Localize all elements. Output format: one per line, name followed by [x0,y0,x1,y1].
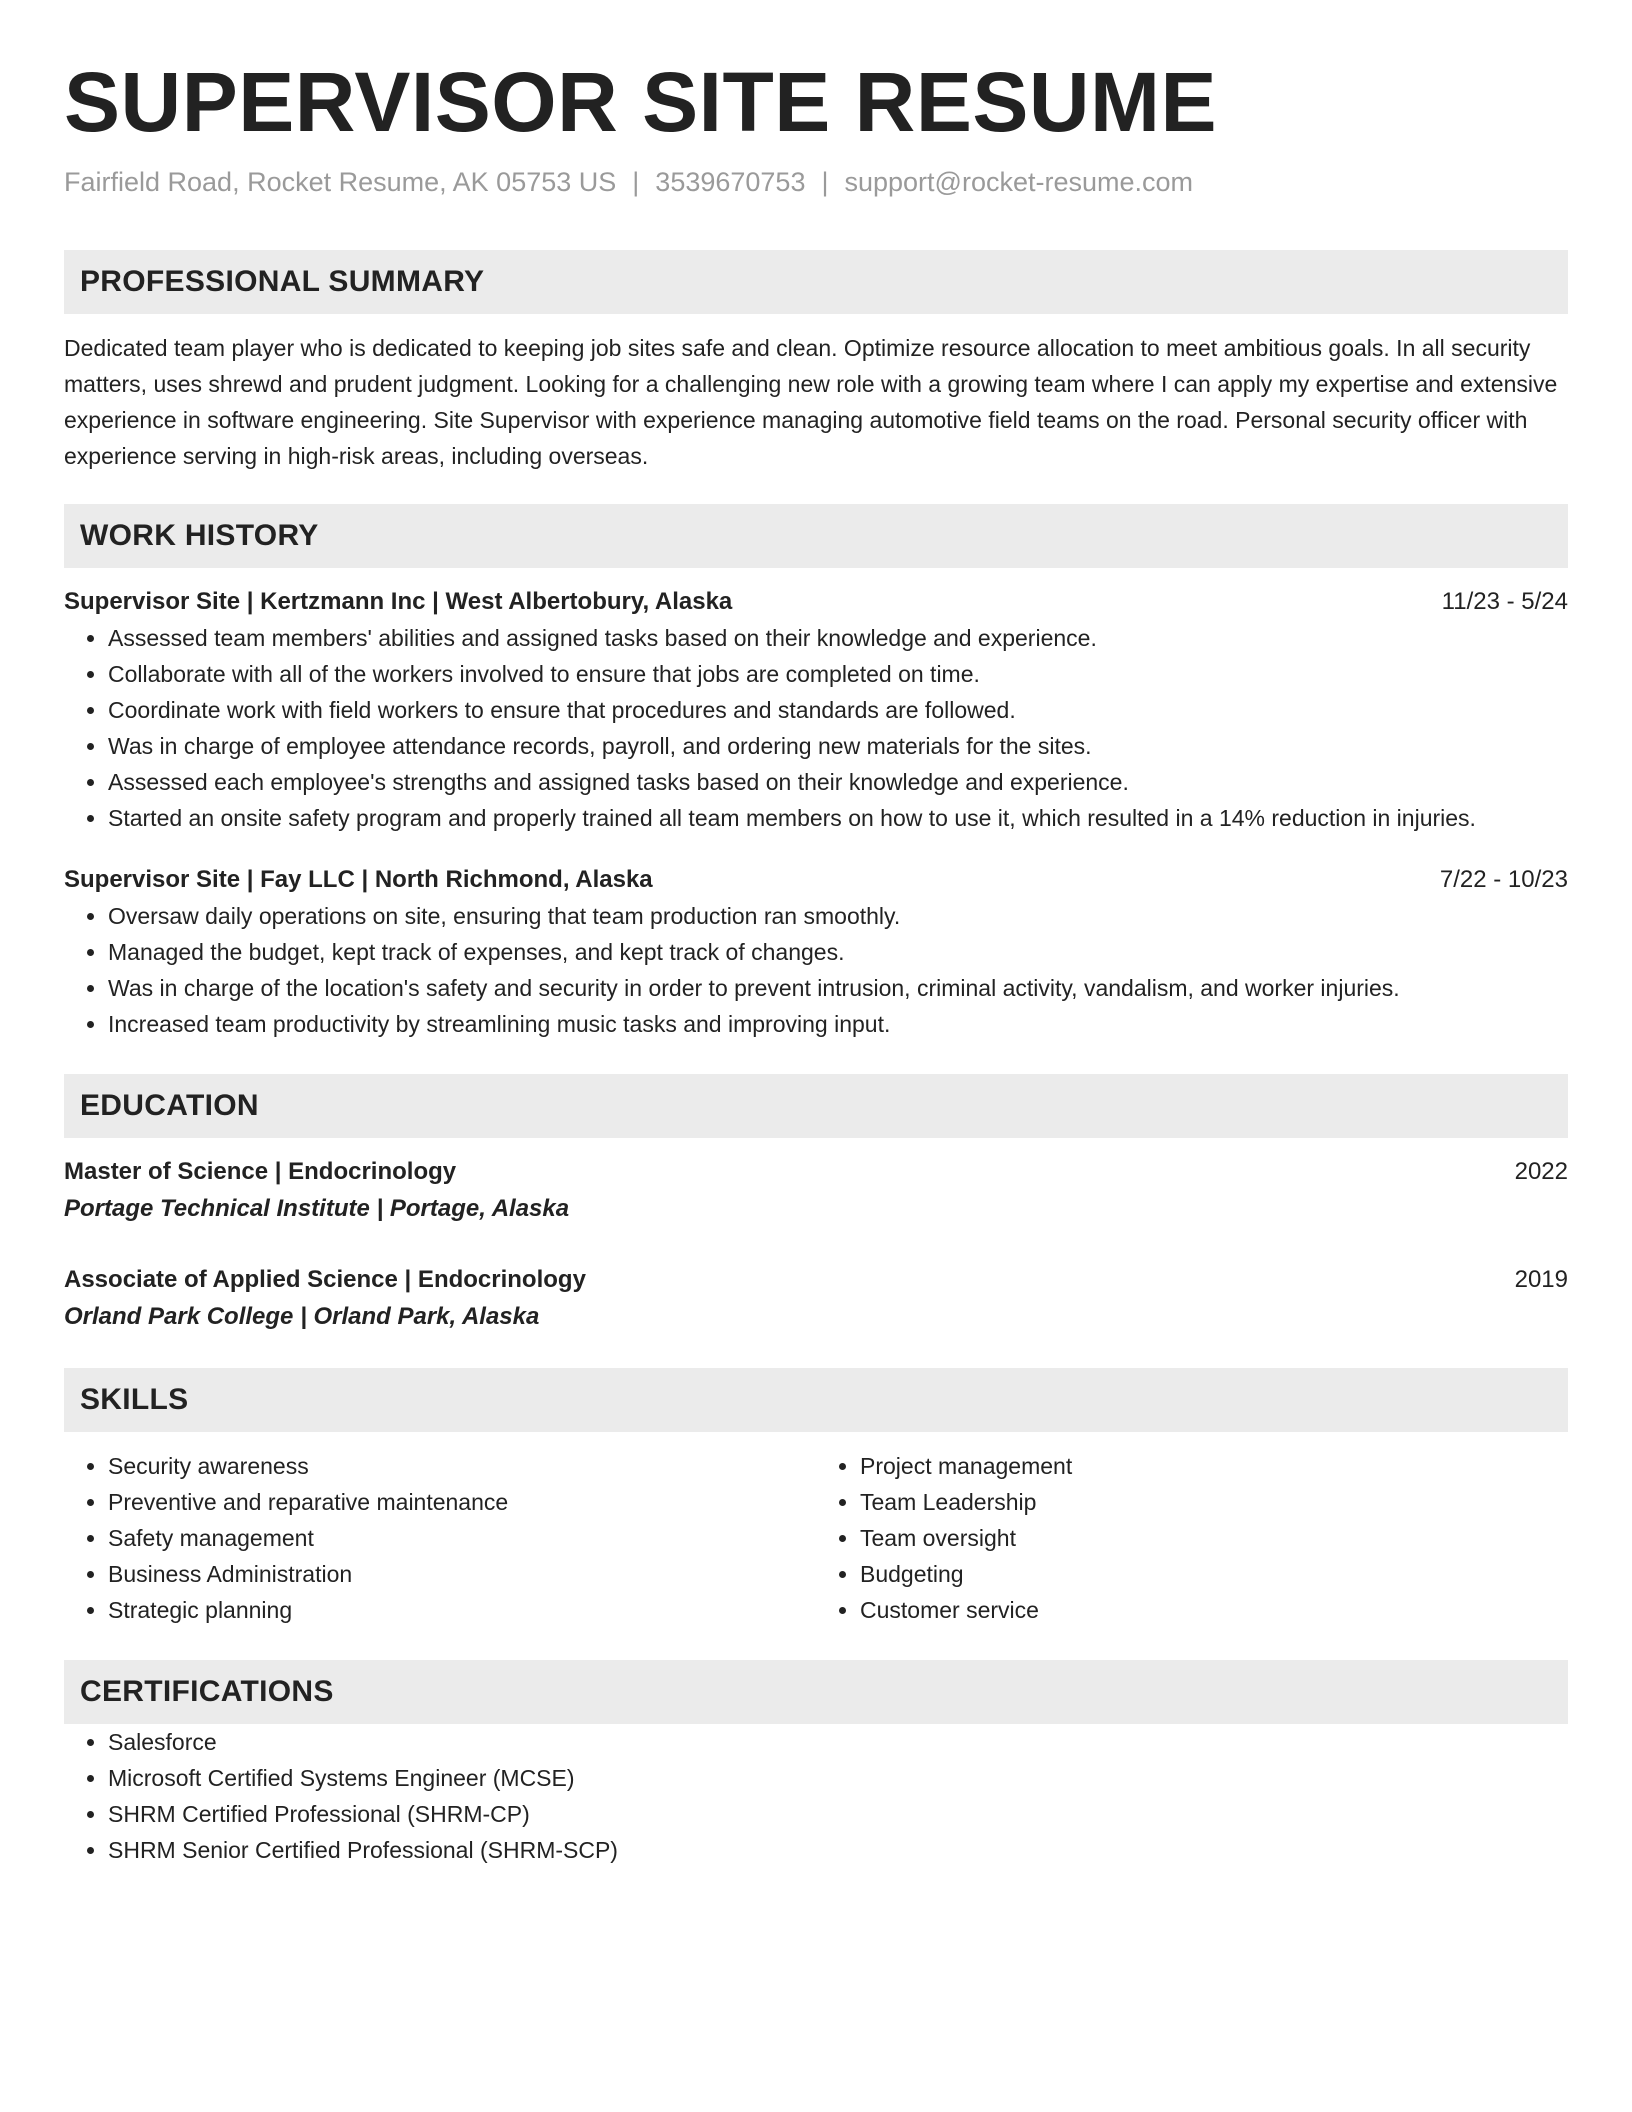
skills-list-left [64,1448,816,1628]
list-item: • Coordinate work with field workers to ensure that procedures and standards are followed. [108,692,1568,728]
certifications-list [64,1724,1568,1868]
section-heading-skills: SKILLS [64,1368,1568,1432]
contact-phone: 3539670753 [655,167,806,197]
list-item: • Managed the budget, kept track of expenses, and kept track of changes. [108,934,1568,970]
list-item: • Was in charge of the location's safety and security in order to prevent intrusion, criminal activity, vandalism, and worker injuries. [108,970,1568,1006]
list-item: • Team Leadership [860,1484,1568,1520]
education-entry-header [64,1154,1568,1190]
list-item: • Preventive and reparative maintenance [108,1484,816,1520]
education-degree: Master of Science | Endocrinology [64,1158,457,1185]
list-item: • SHRM Certified Professional (SHRM-CP) [108,1796,1568,1832]
list-item: • Salesforce [108,1724,1568,1760]
contact-email: support@rocket-resume.com [844,167,1194,197]
list-item: • Business Administration [108,1556,816,1592]
job-dates: 11/23 - 5/24 [1441,588,1568,615]
job-bullet-list [64,898,1568,1042]
list-item: • Team oversight [860,1520,1568,1556]
list-item: • Microsoft Certified Systems Engineer (MCSE) [108,1760,1568,1796]
job-title: Supervisor Site | Kertzmann Inc | West Albertobury, Alaska [64,588,733,615]
education-school: Portage Technical Institute | Portage, Alaska [64,1195,570,1222]
education-entry-header [64,1262,1568,1298]
education-year: 2022 [1514,1158,1568,1185]
list-item: • SHRM Senior Certified Professional (SHRM-SCP) [108,1832,1568,1868]
list-item: • Safety management [108,1520,816,1556]
job-entry-header [64,862,1568,898]
job-dates: 7/22 - 10/23 [1439,866,1568,893]
section-heading-work-history: WORK HISTORY [64,504,1568,568]
job-bullet-list [64,620,1568,836]
list-item: • Assessed each employee's strengths and assigned tasks based on their knowledge and experience. [108,764,1568,800]
resume-title: SUPERVISOR SITE RESUME [64,55,1218,149]
job-title: Supervisor Site | Fay LLC | North Richmond, Alaska [64,866,653,893]
contact-separator: | [632,167,640,197]
section-heading-summary: PROFESSIONAL SUMMARY [64,250,1568,314]
list-item: • Was in charge of employee attendance records, payroll, and ordering new materials for the sites. [108,728,1568,764]
education-school: Orland Park College | Orland Park, Alaska [64,1303,540,1330]
list-item: • Customer service [860,1592,1568,1628]
section-heading-education: EDUCATION [64,1074,1568,1138]
list-item: • Budgeting [860,1556,1568,1592]
skills-grid [64,1448,1568,1628]
contact-address: Fairfield Road, Rocket Resume, AK 05753 US [64,167,617,197]
job-entry-header [64,584,1568,620]
section-heading-certifications: CERTIFICATIONS [64,1660,1568,1724]
summary-text: Dedicated team player who is dedicated to keeping job sites safe and clean. Optimize resource allocation to meet ambitious goals. In all security matters, uses shrewd and prudent judgment. Looking for a challenging new role with a growing team where I can apply my expertise and extensive experience in software engineering. Site Supervisor with experience managing automotive field teams on the road. Personal security officer with experience serving in high-risk areas, including overseas. [64,335,1558,469]
list-item: • Oversaw daily operations on site, ensuring that team production ran smoothly. [108,898,1568,934]
list-item: • Started an onsite safety program and properly trained all team members on how to use it, which resulted in a 14% reduction in injuries. [108,800,1568,836]
list-item: • Strategic planning [108,1592,816,1628]
education-degree: Associate of Applied Science | Endocrinology [64,1266,586,1293]
education-year: 2019 [1514,1266,1568,1293]
list-item: • Project management [860,1448,1568,1484]
list-item: • Increased team productivity by streamlining music tasks and improving input. [108,1006,1568,1042]
contact-separator: | [821,167,829,197]
list-item: • Collaborate with all of the workers involved to ensure that jobs are completed on time. [108,656,1568,692]
contact-line [64,164,1568,200]
skills-list-right [816,1448,1568,1628]
list-item: • Assessed team members' abilities and assigned tasks based on their knowledge and experience. [108,620,1568,656]
list-item: • Security awareness [108,1448,816,1484]
